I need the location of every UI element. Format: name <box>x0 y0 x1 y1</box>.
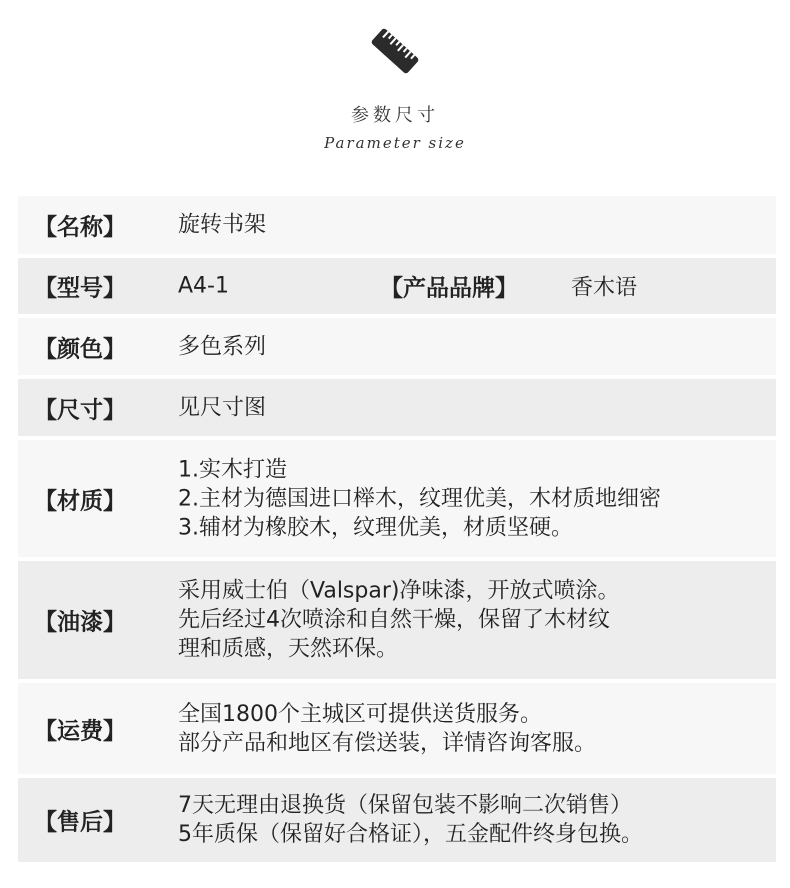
value-line: 5年质保（保留好合格证），五金配件终身包换。 <box>178 822 643 847</box>
spec-value <box>178 577 619 664</box>
value-line: 见尺寸图 <box>178 395 267 420</box>
value-line: 2.主材为德国进口榉木，纹理优美，木材质地细密 <box>178 486 661 511</box>
spec-label: 【运费】 <box>34 718 126 744</box>
spec-label: 【尺寸】 <box>34 397 126 423</box>
spec-row-color <box>18 318 776 379</box>
spec-value <box>178 211 266 240</box>
ruler-icon <box>368 22 422 80</box>
value-line: 理和质感，天然环保。 <box>178 636 399 662</box>
title-en: Parameter size <box>324 134 466 152</box>
spec-label: 【材质】 <box>34 488 126 514</box>
spec-row-shipping <box>18 683 776 778</box>
value-line: 全国1800个主城区可提供送货服务。 <box>178 701 542 727</box>
title-cn: 参数尺寸 <box>351 105 439 126</box>
spec-value-brand: 香木语 <box>571 275 638 301</box>
spec-label: 【售后】 <box>34 809 126 836</box>
value-line: 采用威士伯（Valspar)净味漆，开放式喷涂。 <box>178 578 620 604</box>
value-line: 1.实木打造 <box>178 457 287 482</box>
spec-row-model <box>18 258 776 318</box>
spec-value <box>178 455 661 542</box>
spec-value <box>178 791 643 849</box>
value-line: 多色系列 <box>178 334 267 359</box>
spec-row-aftersale <box>18 778 776 862</box>
spec-label: 【型号】 <box>34 275 126 302</box>
spec-label: 【油漆】 <box>34 609 126 636</box>
value-line: 7天无理由退换货（保留包装不影响二次销售） <box>178 793 632 818</box>
spec-table <box>18 196 776 862</box>
spec-label: 【名称】 <box>34 214 126 241</box>
spec-value <box>178 332 266 361</box>
value-line: A4-1 <box>178 273 229 299</box>
spec-label-brand: 【产品品牌】 <box>380 275 518 302</box>
spec-value <box>178 393 266 422</box>
value-line: 3.辅材为橡胶木，纹理优美，材质坚硬。 <box>178 515 573 540</box>
value-line: 部分产品和地区有偿送装，详情咨询客服。 <box>178 730 597 756</box>
spec-row-size <box>18 379 776 440</box>
value-line: 先后经过4次喷涂和自然干燥，保留了木材纹 <box>178 607 610 633</box>
header <box>0 0 790 190</box>
spec-row-material <box>18 440 776 561</box>
spec-row-name <box>18 196 776 258</box>
value-line: 旋转书架 <box>178 212 267 238</box>
spec-value <box>178 700 596 758</box>
spec-label: 【颜色】 <box>34 336 126 362</box>
spec-row-paint <box>18 561 776 683</box>
spec-value <box>178 272 229 301</box>
